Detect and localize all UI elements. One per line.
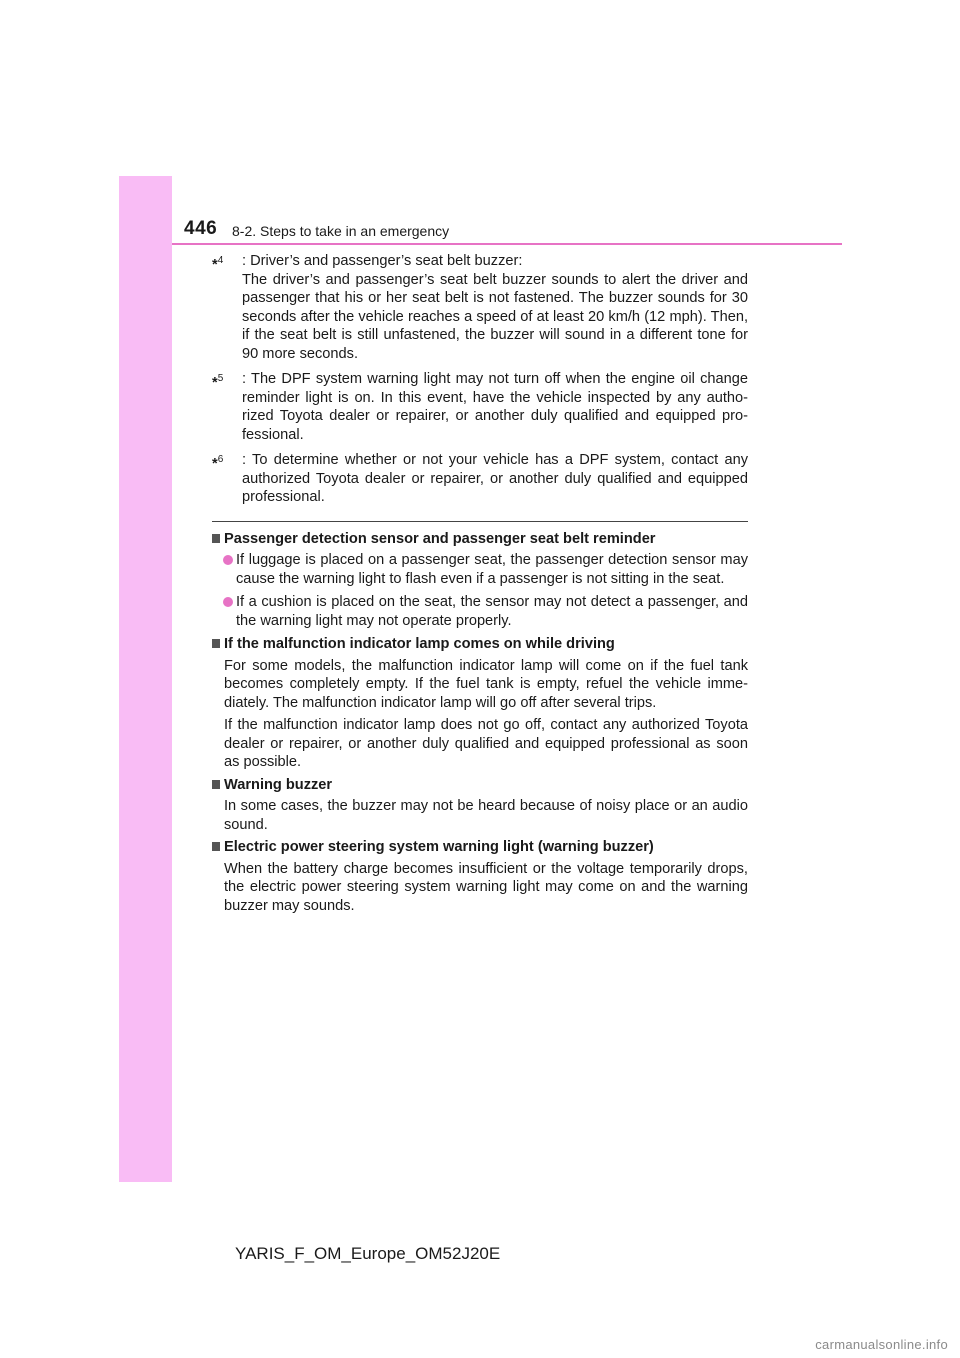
section-heading: Warning buzzer [212, 776, 748, 795]
header-rule [172, 243, 842, 245]
watermark-link[interactable]: carmanualsonline.info [815, 1337, 948, 1352]
paragraph: For some models, the malfunction indicator lamp will come on if the fuel tank becomes completely empty. If the fuel tank is empty, refuel the vehicle imme-diately. The malfunction indicator lamp will go off after several trips. [224, 657, 748, 711]
footnote-text: : The DPF system warning light may not turn off when the engine oil change reminder light is on. In this event, have the vehicle inspected by any autho-rized Toyota dealer or repairer, or another duly qualified and equipped pro-fessional. [242, 371, 748, 443]
footnote-text: : Driver’s and passenger’s seat belt buzzer: The driver’s and passenger’s seat belt buzzer sounds to alert the driver and passenger that his or her seat belt is not fastened. The buzzer sounds for 30 seconds after the vehicle reaches a speed of at least 20 km/h (12 mph). Then, if the seat belt is still unfastened, the buzzer will sound in a different tone for 90 more seconds. [242, 253, 748, 362]
list-item: If a cushion is placed on the seat, the sensor may not detect a passenger, and the warning light may not operate properly. [212, 593, 748, 630]
circle-bullet-icon [223, 597, 233, 607]
paragraph: In some cases, the buzzer may not be heard because of noisy place or an audio sound. [224, 798, 748, 833]
footnote-4 [212, 252, 748, 363]
page-content [212, 252, 748, 919]
section-title: 8-2. Steps to take in an emergency [232, 223, 450, 239]
paragraph: If the malfunction indicator lamp does not go off, contact any authorized Toyota dealer or repairer, or another duly qualified and equipped professional as soon as possible. [224, 717, 748, 770]
document-code: YARIS_F_OM_Europe_OM52J20E [235, 1244, 501, 1263]
list-item: If luggage is placed on a passenger seat, the passenger detection sensor may cause the warning light to flash even if a passenger is not sitting in the seat. [212, 551, 748, 588]
footnote-marker: *$^6$ [212, 454, 224, 472]
section-heading: Passenger detection sensor and passenger seat belt reminder [212, 530, 748, 549]
section-malfunction-indicator [212, 635, 748, 772]
section-heading: Electric power steering system warning light (warning buzzer) [212, 838, 748, 857]
section-power-steering [212, 838, 748, 915]
section-passenger-detection [212, 530, 748, 631]
footnote-text: : To determine whether or not your vehicle has a DPF system, contact any authorized Toyota dealer or repairer, or another duly qualified and equipped professional. [242, 452, 748, 505]
square-bullet-icon [212, 534, 220, 543]
footnote-marker: *$^5$ [212, 373, 224, 391]
circle-bullet-icon [223, 555, 233, 565]
section-warning-buzzer [212, 776, 748, 835]
square-bullet-icon [212, 842, 220, 851]
chapter-side-bar [119, 176, 172, 1182]
section-divider [212, 521, 748, 522]
footnote-marker: *$^4$ [212, 255, 224, 273]
square-bullet-icon [212, 780, 220, 789]
section-heading: If the malfunction indicator lamp comes on while driving [212, 635, 748, 654]
paragraph: When the battery charge becomes insufficient or the voltage temporarily drops, the electric power steering system warning light may come on and the warning buzzer may sounds. [224, 860, 748, 914]
page-number: 446 [184, 218, 218, 239]
footnote-6 [212, 451, 748, 507]
square-bullet-icon [212, 639, 220, 648]
footnote-5 [212, 370, 748, 444]
